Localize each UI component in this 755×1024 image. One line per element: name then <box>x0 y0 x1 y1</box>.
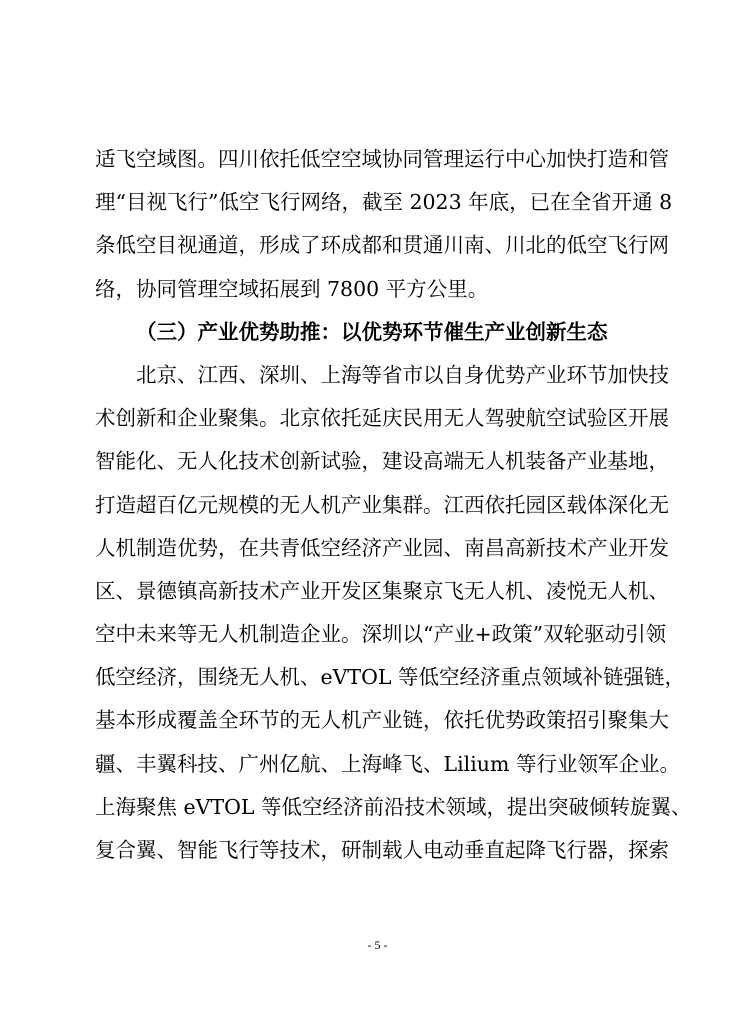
paragraph-2-line-1: 北京、江西、深圳、上海等省市以自身优势产业环节加快技 <box>136 362 669 387</box>
paragraph-2-line-2: 术创新和企业聚集。北京依托延庆民用无人驾驶航空试验区开展 <box>95 406 669 431</box>
paragraph-2-line-5: 人机制造优势，在共青低空经济产业园、南昌高新技术产业开发 <box>95 535 669 560</box>
section-heading: （三）产业优势助推：以优势环节催生产业创新生态 <box>136 319 608 344</box>
page-body <box>95 138 692 872</box>
page-number: - 5 - <box>367 938 388 952</box>
paragraph-1-line-4: 络，协同管理空域拓展到 7800 平方公里。 <box>95 276 489 301</box>
paragraph-2-line-4: 打造超百亿元规模的无人机产业集群。江西依托园区载体深化无 <box>95 492 669 517</box>
paragraph-2-line-11: 上海聚焦 eVTOL 等低空经济前沿技术领域，提出突破倾转旋翼、 <box>95 794 692 819</box>
paragraph-2-line-3: 智能化、无人化技术创新试验，建设高端无人机装备产业基地， <box>95 449 669 474</box>
paragraph-1-line-1: 适飞空域图。四川依托低空空域协同管理运行中心加快打造和管 <box>95 147 669 171</box>
paragraph-2-line-9: 基本形成覆盖全环节的无人机产业链，依托优势政策招引聚集大 <box>95 708 669 733</box>
paragraph-2-line-7: 空中未来等无人机制造企业。深圳以“产业+政策”双轮驱动引领 <box>95 622 667 647</box>
paragraph-2-line-6: 区、景德镇高新技术产业开发区集聚京飞无人机、凌悦无人机、 <box>95 578 669 603</box>
paragraph-1-line-3: 条低空目视通道，形成了环成都和贯通川南、川北的低空飞行网 <box>95 233 669 258</box>
paragraph-1-line-2: 理“目视飞行”低空飞行网络，截至 2023 年底，已在全省开通 8 <box>95 190 673 215</box>
paragraph-2-line-12: 复合翼、智能飞行等技术，研制载人电动垂直起降飞行器，探索 <box>95 838 669 862</box>
paragraph-2-line-8: 低空经济，围绕无人机、eVTOL 等低空经济重点领域补链强链， <box>95 665 686 690</box>
paragraph-2-line-10: 疆、丰翼科技、广州亿航、上海峰飞、Lilium 等行业领军企业。 <box>95 751 680 776</box>
